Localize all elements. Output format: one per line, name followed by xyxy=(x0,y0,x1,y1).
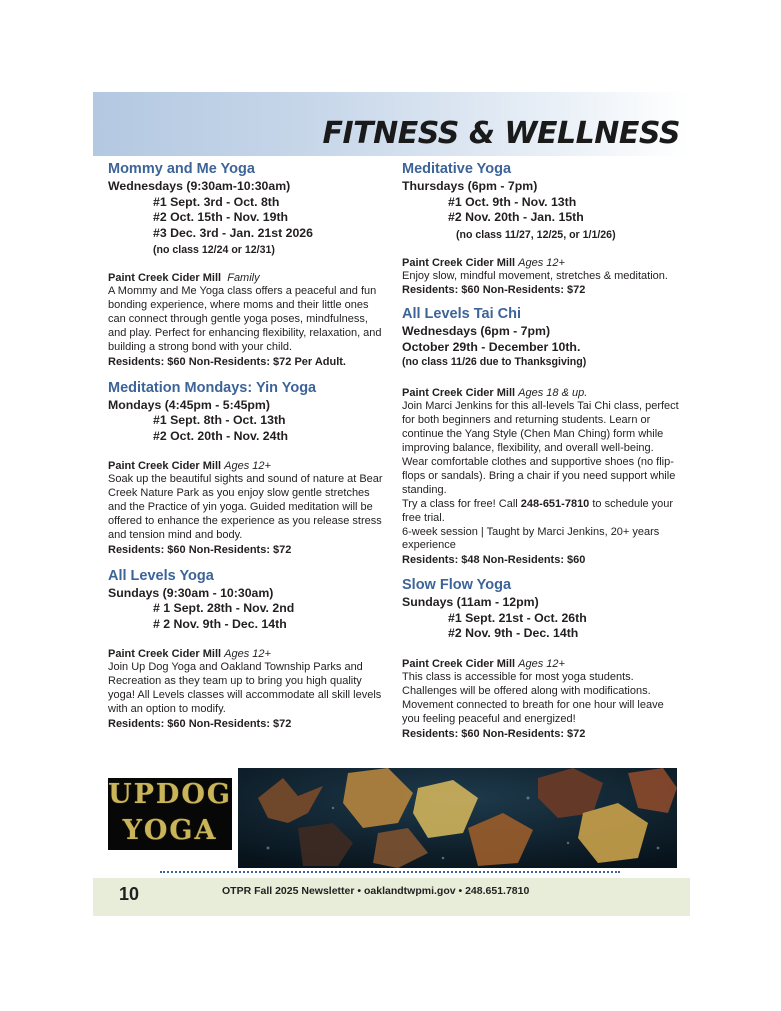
price: Residents: $60 Non-Residents: $72 Per Adult. xyxy=(108,355,346,368)
description: This class is accessible for most yoga students. Challenges will be offered along with modifications. Movement connected to breath for one hour will leave you feeling peaceful and energized! xyxy=(402,670,664,725)
location: Paint Creek Cider Mill xyxy=(402,657,516,670)
header-banner xyxy=(93,92,690,156)
schedule: Thursdays (6pm - 7pm) xyxy=(402,179,538,193)
dotted-divider xyxy=(160,871,620,873)
session-line: #2 Nov. 20th - Jan. 15th xyxy=(448,210,584,224)
schedule: Wednesdays (9:30am-10:30am) xyxy=(108,179,291,193)
session-line: #2 Nov. 9th - Dec. 14th xyxy=(448,626,579,641)
session-line: #2 Oct. 20th - Nov. 24th xyxy=(153,428,289,443)
session-line: #2 Oct. 15th - Nov. 19th xyxy=(153,210,289,224)
yin-yoga-section xyxy=(108,379,388,557)
location-line xyxy=(108,459,388,473)
logo-line-2: YOGA xyxy=(122,815,218,846)
location-line xyxy=(108,647,388,661)
page-title: FITNESS & WELLNESS xyxy=(322,116,680,151)
location-line xyxy=(402,657,684,671)
location-line xyxy=(402,256,684,270)
schedule: Wednesdays (6pm - 7pm) xyxy=(402,324,551,339)
age-range: Ages 12+ xyxy=(518,657,565,670)
session-line: # 1 Sept. 28th - Nov. 2nd xyxy=(153,601,295,616)
price: Residents: $60 Non-Residents: $72 xyxy=(402,727,586,740)
footer-band xyxy=(93,878,690,916)
phone-number: 248-651-7810 xyxy=(520,497,590,510)
updog-yoga-logo xyxy=(108,778,232,850)
page-number: 10 xyxy=(119,884,140,904)
description: Join Marci Jenkins for this all-levels Tai Chi class, perfect for both beginners and returning students. Learn or continue the Yang Style (Chen Man Ching) form while improving balance, flexibility, and overall well-being. xyxy=(402,400,679,455)
price: Residents: $60 Non-Residents: $72 xyxy=(108,543,292,556)
location: Paint Creek Cider Mill xyxy=(108,648,222,661)
free-trial-line xyxy=(402,498,684,526)
autumn-leaves-photo xyxy=(238,768,677,868)
tai-chi-section xyxy=(402,305,684,567)
location: Paint Creek Cider Mill xyxy=(108,460,222,473)
session-line: #1 Sept. 8th - Oct. 13th xyxy=(153,413,286,428)
section-title: Mommy and Me Yoga xyxy=(108,161,255,177)
schedule: Sundays (11am - 12pm) xyxy=(402,595,539,610)
leaves-image xyxy=(238,768,677,868)
right-column xyxy=(402,160,684,741)
age-range: Ages 12+ xyxy=(224,648,271,661)
age-range: Ages 12+ xyxy=(518,256,565,269)
logo-line-1: UPDOG xyxy=(108,779,232,810)
meditative-yoga-section xyxy=(402,160,684,297)
no-class-note: (no class 12/24 or 12/31) xyxy=(153,244,275,256)
description: Join Up Dog Yoga and Oakland Township Parks and Recreation as they team up to bring you high quality yoga! All Levels classes will accommodate all skill levels with an option to modify. xyxy=(108,661,382,715)
price: Residents: $48 Non-Residents: $60 xyxy=(402,554,586,567)
slow-flow-yoga-section xyxy=(402,576,684,740)
location: Paint Creek Cider Mill xyxy=(402,256,516,269)
free-trial-text: Try a class for free! Call xyxy=(402,497,521,510)
section-title: All Levels Yoga xyxy=(108,567,214,584)
location-line xyxy=(402,386,684,400)
date-range: October 29th - December 10th. xyxy=(402,339,581,354)
schedule: Sundays (9:30am - 10:30am) xyxy=(108,585,274,600)
session-line: #1 Sept. 21st - Oct. 26th xyxy=(448,610,587,625)
section-title: Meditative Yoga xyxy=(402,161,512,177)
section-title: Slow Flow Yoga xyxy=(402,577,512,594)
description: Wear comfortable clothes and supportive shoes (no flip-flops or sandals). Bring a chair if you need support while standing. xyxy=(402,456,676,496)
section-title: All Levels Tai Chi xyxy=(402,306,521,323)
session-line: # 2 Nov. 9th - Dec. 14th xyxy=(153,616,287,631)
session-line: #3 Dec. 3rd - Jan. 21st 2026 xyxy=(153,225,313,240)
footer-text: OTPR Fall 2025 Newsletter • oaklandtwpmi.gov • 248.651.7810 xyxy=(222,885,530,897)
session-line: #1 Sept. 3rd - Oct. 8th xyxy=(153,194,280,209)
session-info: 6-week session | Taught by Marci Jenkins, 20+ years experience xyxy=(402,525,660,552)
mommy-and-me-section xyxy=(108,160,388,369)
free-trial-text-end: to schedule your free trial. xyxy=(402,497,674,524)
location-line xyxy=(108,271,388,285)
age-range: Ages 18 & up. xyxy=(518,387,588,400)
description: Enjoy slow, mindful movement, stretches & meditation. xyxy=(402,269,668,282)
description: Soak up the beautiful sights and sound of nature at Bear Creek Nature Park as you enjoy slow gentle stretches and the Practice of yin yoga. Guided meditation will be offered to enhance the experience as you release stress and tension mind and body. xyxy=(108,473,383,541)
age-range: Ages 12+ xyxy=(224,460,271,473)
all-levels-yoga-section xyxy=(108,567,388,731)
no-class-note: (no class 11/27, 12/25, or 1/1/26) xyxy=(456,228,616,241)
description: A Mommy and Me Yoga class offers a peaceful and fun bonding experience, where moms and their little ones can connect through gentle yoga poses, mindfulness, and play. Perfect for enhancing flexibility, relaxation, and building a strong bond with your child. xyxy=(108,285,382,353)
location: Paint Creek Cider Mill xyxy=(108,272,222,284)
session-line: #1 Oct. 9th - Nov. 13th xyxy=(448,194,577,209)
left-column xyxy=(108,160,388,731)
location: Paint Creek Cider Mill xyxy=(402,387,516,400)
price: Residents: $60 Non-Residents: $72 xyxy=(108,717,292,730)
age-range: Family xyxy=(227,272,260,284)
schedule: Mondays (4:45pm - 5:45pm) xyxy=(108,397,270,412)
section-title: Meditation Mondays: Yin Yoga xyxy=(108,379,317,396)
no-class-note: (no class 11/26 due to Thanksgiving) xyxy=(402,356,587,369)
price: Residents: $60 Non-Residents: $72 xyxy=(402,284,586,297)
